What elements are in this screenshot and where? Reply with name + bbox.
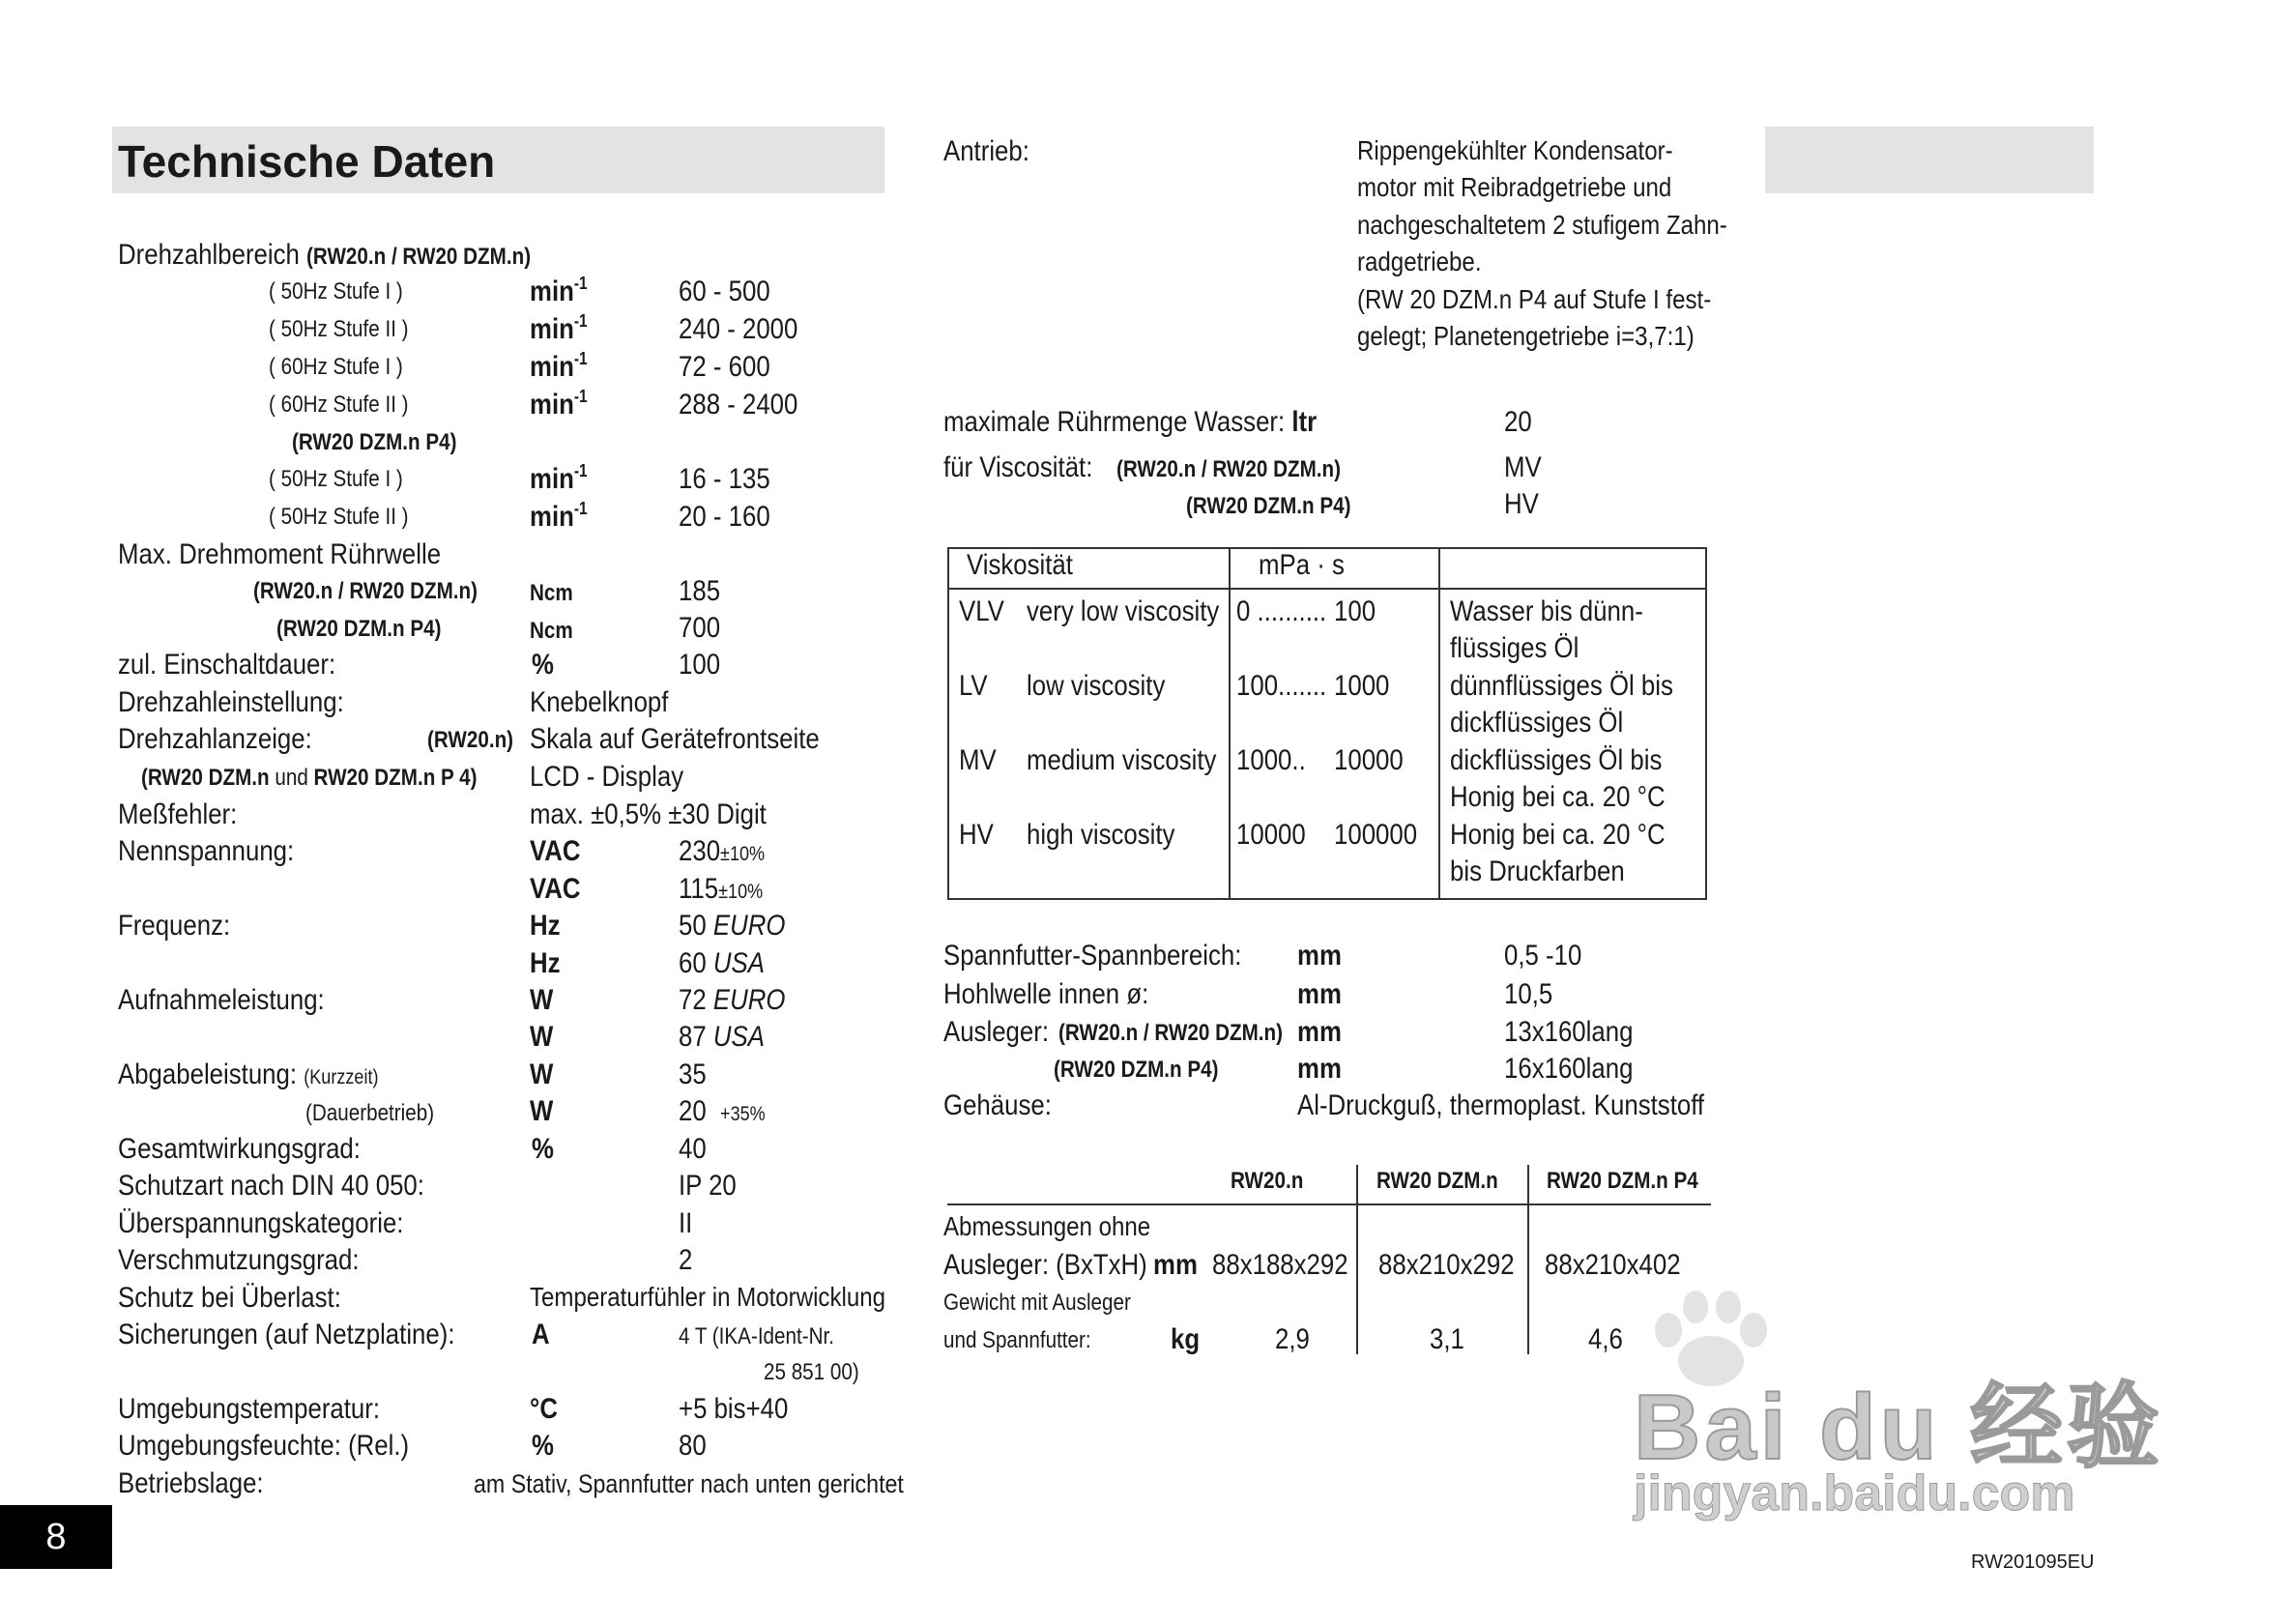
- wirkung-unit: %: [532, 1133, 554, 1165]
- document-code: RW201095EU: [1971, 1552, 2095, 1573]
- visc-name: very low viscosity: [1027, 595, 1220, 627]
- aufnahme-value: 72 EURO: [679, 984, 786, 1016]
- dim-abm-label: Ausleger: (BxTxH): [943, 1249, 1147, 1281]
- dim-gew-value: 2,9: [1275, 1323, 1310, 1355]
- visc-range-from: 1000..: [1236, 744, 1306, 776]
- speed-cond: ( 60Hz Stufe II ): [269, 392, 409, 418]
- visc-value: HV: [1504, 488, 1539, 520]
- dim-header: RW20.n: [1231, 1168, 1304, 1194]
- drehzahl-models: (RW20.n / RW20 DZM.n): [306, 244, 532, 270]
- dim-table-rule: [947, 1204, 1711, 1205]
- dim-header: RW20 DZM.n P4: [1547, 1168, 1698, 1194]
- speed-unit: $\min^{-1}$: [530, 499, 588, 533]
- dim-abm-label: Abmessungen ohne: [943, 1211, 1151, 1241]
- antrieb-line: (RW 20 DZM.n P4 auf Stufe I fest-: [1357, 284, 1712, 314]
- utemp-unit: °C: [530, 1393, 558, 1425]
- ufeucht-label: Umgebungsfeuchte: (Rel.): [118, 1430, 410, 1462]
- visc-range-from: 100.......: [1236, 670, 1327, 702]
- speed-cond: ( 50Hz Stufe I ): [269, 466, 403, 492]
- einschalt-value: 100: [679, 649, 721, 681]
- gehaeuse-value: Al-Druckguß, thermoplast. Kunststoff: [1297, 1089, 1705, 1121]
- visc-desc: Honig bei ca. 20 °C: [1450, 819, 1666, 851]
- anzeige-value: Skala auf Gerätefrontseite: [530, 723, 820, 755]
- ruehr-unit: ltr: [1291, 406, 1318, 438]
- visc-range-to: 10000: [1334, 744, 1404, 776]
- spann-label: Spannfutter-Spannbereich:: [943, 940, 1242, 972]
- ausleger-value: 13x160lang: [1504, 1016, 1634, 1048]
- wirkung-label: Gesamtwirkungsgrad:: [118, 1133, 361, 1165]
- dim-abm-value: 88x210x292: [1378, 1249, 1515, 1281]
- drehmoment-unit: Ncm: [530, 618, 573, 644]
- antrieb-label: Antrieb:: [943, 135, 1029, 167]
- hohl-label: Hohlwelle innen ø:: [943, 978, 1149, 1010]
- freq-unit: Hz: [530, 947, 561, 979]
- ausleger-model: (RW20 DZM.n P4): [1054, 1057, 1219, 1083]
- nenn-unit: VAC: [530, 873, 581, 905]
- visc-range-to: 100000: [1334, 819, 1418, 851]
- ausleger-unit: mm: [1297, 1053, 1342, 1085]
- visc-desc: bis Druckfarben: [1450, 856, 1625, 887]
- ueberlast-label: Schutz bei Überlast:: [118, 1282, 341, 1314]
- speed-cond: ( 60Hz Stufe I ): [269, 354, 403, 380]
- messfehler-label: Meßfehler:: [118, 798, 238, 830]
- visc-code: MV: [959, 744, 997, 776]
- visc-range-from: 0 ..........: [1236, 595, 1327, 627]
- page-number: 8: [0, 1505, 112, 1569]
- freq-value: 50 EURO: [679, 910, 786, 942]
- einstellung-label: Drehzahleinstellung:: [118, 686, 344, 718]
- abgabe-label: Abgabeleistung: (Kurzzeit): [118, 1058, 379, 1090]
- betrieb-value: am Stativ, Spannfutter nach unten gerichtet: [474, 1469, 904, 1498]
- ausleger-model: (RW20.n / RW20 DZM.n): [1058, 1020, 1284, 1046]
- schutzart-value: IP 20: [679, 1170, 737, 1202]
- visc-range-from: 10000: [1236, 819, 1306, 851]
- abgabe-value: 20 +35%: [679, 1095, 766, 1127]
- ueberspannung-value: II: [679, 1207, 693, 1239]
- verschmutzung-label: Verschmutzungsgrad:: [118, 1244, 360, 1276]
- dim-gew-value: 3,1: [1430, 1323, 1464, 1355]
- visc-name: medium viscosity: [1027, 744, 1217, 776]
- dim-abm-value: 88x210x402: [1545, 1249, 1681, 1281]
- einschalt-unit: %: [532, 649, 554, 681]
- dim-gew-value: 4,6: [1588, 1323, 1623, 1355]
- speed-value: 16 - 135: [679, 463, 770, 495]
- antrieb-line: nachgeschaltetem 2 stufigem Zahn-: [1357, 210, 1727, 240]
- visc-desc: flüssiges Öl: [1450, 632, 1579, 664]
- aufnahme-unit: W: [530, 984, 554, 1016]
- dim-table-divider: [1356, 1165, 1358, 1354]
- speed-cond: ( 50Hz Stufe II ): [269, 316, 409, 342]
- visc-model: (RW20.n / RW20 DZM.n): [1116, 456, 1342, 482]
- drehmoment-model: (RW20 DZM.n P4): [276, 616, 442, 642]
- visc-name: high viscosity: [1027, 819, 1175, 851]
- drehmoment-unit: Ncm: [530, 580, 573, 606]
- dim-gew-label: und Spannfutter:: [943, 1327, 1091, 1353]
- dim-gew-label: Gewicht mit Ausleger: [943, 1290, 1131, 1316]
- freq-label: Frequenz:: [118, 910, 231, 942]
- utemp-value: +5 bis+40: [679, 1393, 789, 1425]
- abgabe-unit: W: [530, 1095, 554, 1127]
- dim-abm-unit: mm: [1153, 1249, 1198, 1281]
- watermark-logo: Bai du 经验: [1634, 1376, 2164, 1479]
- speed-unit: $\min^{-1}$: [530, 387, 588, 420]
- abgabe-unit: W: [530, 1058, 554, 1090]
- visc-desc: Honig bei ca. 20 °C: [1450, 781, 1666, 813]
- speed-value: 72 - 600: [679, 351, 770, 383]
- sicherung-value: 4 T (IKA-Ident-Nr.: [679, 1323, 834, 1349]
- drehmoment-model: (RW20.n / RW20 DZM.n): [253, 578, 478, 604]
- dim-table-divider: [1527, 1165, 1529, 1354]
- sicherung-unit: A: [532, 1319, 550, 1350]
- ueberlast-value: Temperaturfühler in Motorwicklung: [530, 1282, 886, 1312]
- gehaeuse-label: Gehäuse:: [943, 1089, 1052, 1121]
- anzeige-value-2: LCD - Display: [530, 761, 684, 793]
- watermark-url: jingyan.baidu.com: [1634, 1465, 2075, 1522]
- freq-unit: Hz: [530, 910, 561, 942]
- drehzahl-label: Drehzahlbereich (RW20.n / RW20 DZM.n): [118, 239, 532, 271]
- dim-header: RW20 DZM.n: [1376, 1168, 1498, 1194]
- header-band-right: [1765, 127, 2094, 193]
- drehmoment-label: Max. Drehmoment Rührwelle: [118, 538, 442, 570]
- ufeucht-value: 80: [679, 1430, 707, 1462]
- visc-model: (RW20 DZM.n P4): [1186, 493, 1351, 519]
- visc-label: für Viscosität:: [943, 451, 1093, 483]
- antrieb-line: motor mit Reibradgetriebe und: [1357, 172, 1672, 202]
- anzeige-model-2: (RW20 DZM.n und RW20 DZM.n P 4): [141, 765, 478, 791]
- betrieb-label: Betriebslage:: [118, 1467, 264, 1499]
- nenn-value: 230±10%: [679, 835, 766, 867]
- abgabe-value: 35: [679, 1058, 707, 1090]
- einschalt-label: zul. Einschaltdauer:: [118, 649, 336, 681]
- antrieb-line: radgetriebe.: [1357, 246, 1482, 276]
- verschmutzung-value: 2: [679, 1244, 693, 1276]
- visc-code: LV: [959, 670, 988, 702]
- freq-value: 60 USA: [679, 947, 765, 979]
- p4-model: (RW20 DZM.n P4): [292, 429, 457, 455]
- anzeige-label: Drehzahlanzeige:: [118, 723, 312, 755]
- speed-unit: $\min^{-1}$: [530, 274, 588, 307]
- visc-code: HV: [959, 819, 994, 851]
- ausleger-label: Ausleger:: [943, 1016, 1050, 1048]
- antrieb-line: Rippengekühlter Kondensator-: [1357, 135, 1673, 165]
- ruehr-value: 20: [1504, 406, 1532, 438]
- visc-desc: dünnflüssiges Öl bis: [1450, 670, 1673, 702]
- ausleger-value: 16x160lang: [1504, 1053, 1634, 1085]
- speed-value: 288 - 2400: [679, 389, 798, 420]
- speed-unit: $\min^{-1}$: [530, 311, 588, 345]
- anzeige-model: (RW20.n): [427, 727, 514, 753]
- ueberspannung-label: Überspannungskategorie:: [118, 1207, 404, 1239]
- ausleger-unit: mm: [1297, 1016, 1342, 1048]
- hohl-value: 10,5: [1504, 978, 1553, 1010]
- wirkung-value: 40: [679, 1133, 707, 1165]
- visc-desc: dickflüssiges Öl bis: [1450, 744, 1663, 776]
- aufnahme-label: Aufnahmeleistung:: [118, 984, 325, 1016]
- visc-table-header: mPa · s: [1259, 549, 1345, 581]
- nenn-label: Nennspannung:: [118, 835, 295, 867]
- dim-gew-unit: kg: [1171, 1323, 1201, 1355]
- visc-name: low viscosity: [1027, 670, 1166, 702]
- visc-value: MV: [1504, 451, 1542, 483]
- drehmoment-value: 185: [679, 575, 721, 607]
- nenn-unit: VAC: [530, 835, 581, 867]
- hohl-unit: mm: [1297, 978, 1342, 1010]
- utemp-label: Umgebungstemperatur:: [118, 1393, 381, 1425]
- dim-abm-value: 88x188x292: [1212, 1249, 1348, 1281]
- visc-desc: Wasser bis dünn-: [1450, 595, 1643, 627]
- visc-range-to: 1000: [1334, 670, 1390, 702]
- visc-range-to: 100: [1334, 595, 1376, 627]
- ruehr-label: maximale Rührmenge Wasser: ltr: [943, 406, 1318, 438]
- speed-cond: ( 50Hz Stufe II ): [269, 504, 409, 530]
- nenn-value: 115±10%: [679, 873, 764, 905]
- speed-value: 60 - 500: [679, 276, 770, 307]
- speed-unit: $\min^{-1}$: [530, 349, 588, 383]
- visc-desc: dickflüssiges Öl: [1450, 707, 1624, 739]
- abgabe-dauer: (Dauerbetrieb): [305, 1100, 435, 1126]
- page-title: Technische Daten: [118, 136, 496, 187]
- aufnahme-value: 87 USA: [679, 1021, 765, 1053]
- aufnahme-unit: W: [530, 1021, 554, 1053]
- messfehler-value: max. ±0,5% ±30 Digit: [530, 798, 767, 830]
- speed-cond: ( 50Hz Stufe I ): [269, 278, 403, 304]
- speed-value: 20 - 160: [679, 501, 770, 533]
- spann-value: 0,5 -10: [1504, 940, 1582, 972]
- sicherung-ident: 25 851 00): [764, 1359, 859, 1385]
- antrieb-line: gelegt; Planetengetriebe i=3,7:1): [1357, 321, 1695, 351]
- visc-code: VLV: [959, 595, 1004, 627]
- speed-value: 240 - 2000: [679, 313, 798, 345]
- ufeucht-unit: %: [532, 1430, 554, 1462]
- einstellung-value: Knebelknopf: [530, 686, 669, 718]
- speed-unit: $\min^{-1}$: [530, 461, 588, 495]
- visc-table-header: Viskosität: [967, 549, 1073, 581]
- drehmoment-value: 700: [679, 612, 721, 644]
- schutzart-label: Schutzart nach DIN 40 050:: [118, 1170, 424, 1202]
- sicherung-label: Sicherungen (auf Netzplatine):: [118, 1319, 455, 1350]
- spann-unit: mm: [1297, 940, 1342, 972]
